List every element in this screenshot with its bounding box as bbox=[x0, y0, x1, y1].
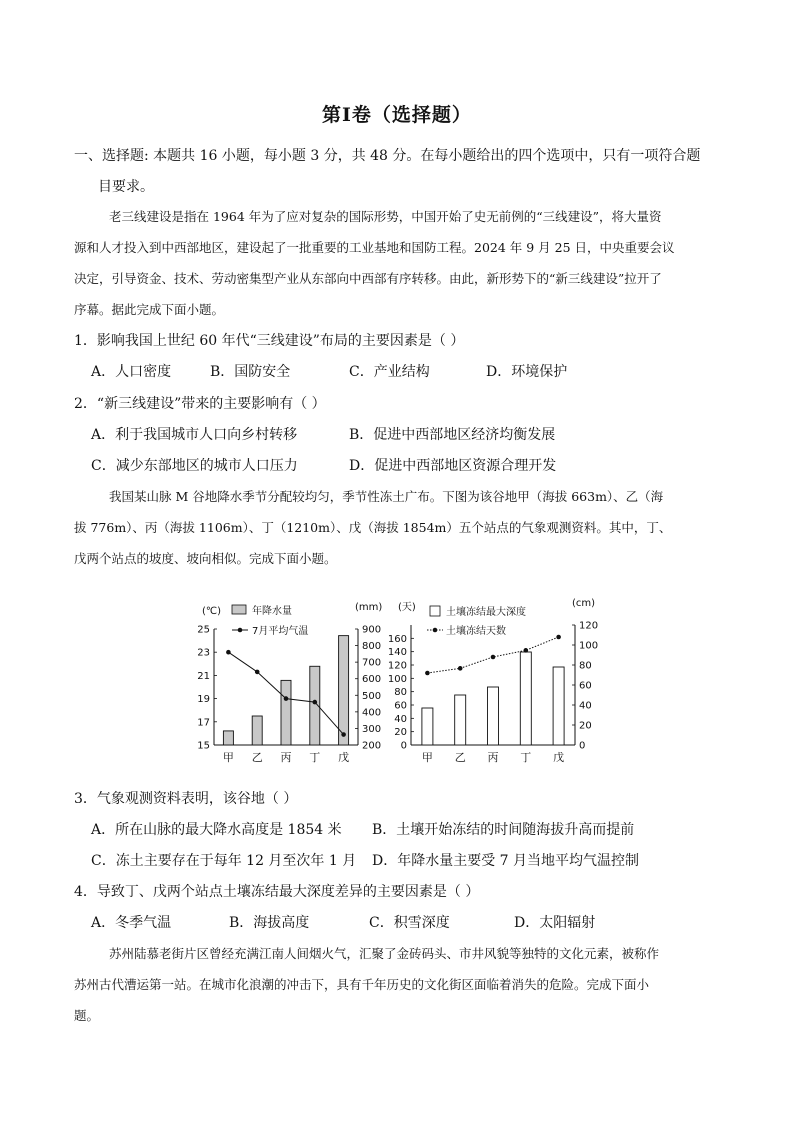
chart1-left-tick-label: 23 bbox=[197, 647, 210, 659]
passage3-line: 苏州陆慕老街片区曾经充满江南人间烟火气，汇聚了金砖码头、市井风貌等独特的文化元素，被称作 bbox=[109, 946, 660, 961]
chart2-right-tick-label: 40 bbox=[579, 700, 592, 712]
chart2-category-label: 甲 bbox=[421, 751, 433, 764]
page-title: 第Ⅰ卷（选择题） bbox=[322, 104, 472, 126]
q4-option-b[interactable]: B．海拔高度 bbox=[229, 915, 310, 931]
chart2-left-tick-label: 0 bbox=[400, 740, 407, 752]
chart1-bar bbox=[281, 680, 291, 745]
chart1-right-tick-label: 500 bbox=[362, 690, 382, 702]
chart1-right-tick-label: 800 bbox=[362, 641, 382, 653]
q1-option-c[interactable]: C．产业结构 bbox=[349, 364, 430, 380]
chart2-left-unit: (天) bbox=[398, 602, 416, 613]
passage3-line: 题。 bbox=[74, 1008, 100, 1023]
chart1-category-label: 甲 bbox=[222, 751, 234, 764]
chart2-right-tick-label: 0 bbox=[579, 740, 586, 752]
chart1-category-label: 丁 bbox=[309, 751, 321, 764]
chart1-left-tick-label: 25 bbox=[197, 624, 210, 636]
chart1-line-point bbox=[284, 696, 289, 701]
question-2-stem: 2．“新三线建设”带来的主要影响有（ ） bbox=[74, 396, 326, 412]
chart1-line-point bbox=[341, 732, 346, 737]
q2-option-d[interactable]: D．促进中西部地区资源合理开发 bbox=[349, 458, 557, 474]
chart2-line-point bbox=[458, 666, 463, 671]
chart1-right-tick-label: 200 bbox=[362, 740, 382, 752]
chart2-left-tick-label: 20 bbox=[394, 727, 407, 739]
chart2-right-tick-label: 80 bbox=[579, 660, 592, 672]
q2-option-a[interactable]: A．利于我国城市人口向乡村转移 bbox=[91, 427, 298, 443]
chart1-left-tick-label: 15 bbox=[197, 740, 210, 752]
chart1-bar bbox=[339, 636, 349, 745]
chart1-legend-line-label: 7月平均气温 bbox=[252, 626, 309, 637]
chart2-category-label: 丙 bbox=[487, 751, 499, 764]
q1-option-a[interactable]: A．人口密度 bbox=[91, 364, 172, 380]
chart1-left-unit: (℃) bbox=[202, 606, 222, 617]
passage1-line: 源和人才投入到中西部地区，建设起了一批重要的工业基地和国防工程。2024 年 9 月 25 日，中央重要会议 bbox=[74, 240, 675, 255]
chart1-bar bbox=[252, 716, 262, 745]
q3-option-d[interactable]: D．年降水量主要受 7 月当地平均气温控制 bbox=[372, 853, 640, 869]
chart-frozen-soil bbox=[388, 598, 598, 764]
passage1-line: 老三线建设是指在 1964 年为了应对复杂的国际形势，中国开始了史无前例的“三线建设”，将大量资 bbox=[109, 209, 662, 224]
chart1-line-point bbox=[255, 670, 260, 675]
q4-option-a[interactable]: A．冬季气温 bbox=[91, 915, 172, 931]
chart1-right-tick-label: 700 bbox=[362, 657, 382, 669]
chart2-left-tick-label: 80 bbox=[394, 687, 407, 699]
chart1-category-label: 丙 bbox=[280, 751, 292, 764]
chart2-line-point bbox=[556, 635, 561, 640]
chart1-right-tick-label: 600 bbox=[362, 674, 382, 686]
chart2-legend-bar-label: 土壤冻结最大深度 bbox=[446, 607, 526, 618]
question-3-stem: 3．气象观测资料表明，该谷地（ ） bbox=[74, 791, 298, 807]
chart2-left-tick-label: 100 bbox=[387, 673, 407, 685]
chart2-line-point bbox=[524, 648, 529, 653]
chart1-bar bbox=[223, 731, 233, 745]
chart1-right-tick-label: 400 bbox=[362, 707, 382, 719]
chart2-right-tick-label: 20 bbox=[579, 720, 592, 732]
chart1-line-point bbox=[226, 650, 231, 655]
chart2-right-tick-label: 120 bbox=[579, 620, 599, 632]
chart2-bar bbox=[488, 687, 499, 745]
chart1-left-tick-label: 17 bbox=[197, 717, 210, 729]
chart2-category-label: 丁 bbox=[520, 751, 532, 764]
chart2-bar bbox=[553, 667, 564, 745]
chart1-right-tick-label: 900 bbox=[362, 624, 382, 636]
question-4-stem: 4．导致丁、戊两个站点土壤冻结最大深度差异的主要因素是（ ） bbox=[74, 884, 480, 900]
passage1-line: 决定，引导资金、技术、劳动密集型产业从东部向中西部有序转移。由此，新形势下的“新三线建设”拉开了 bbox=[74, 271, 662, 286]
q4-option-d[interactable]: D．太阳辐射 bbox=[514, 915, 596, 931]
chart2-bar bbox=[422, 708, 433, 745]
chart2-left-tick-label: 60 bbox=[394, 700, 407, 712]
chart1-category-label: 戊 bbox=[338, 751, 350, 764]
chart2-line-point bbox=[425, 671, 430, 676]
q4-option-c[interactable]: C．积雪深度 bbox=[369, 915, 450, 931]
passage3-line: 苏州古代漕运第一站。在城市化浪潮的冲击下，具有千年历史的文化街区面临着消失的危险。完成下面小 bbox=[74, 977, 650, 992]
chart2-left-tick-label: 120 bbox=[387, 660, 407, 672]
chart2-left-tick-label: 140 bbox=[387, 647, 407, 659]
q1-option-d[interactable]: D．环境保护 bbox=[486, 364, 568, 380]
chart2-left-tick-label: 160 bbox=[387, 633, 407, 645]
climate-charts bbox=[190, 592, 600, 774]
q3-option-c[interactable]: C．冻土主要存在于每年 12 月至次年 1 月 bbox=[91, 853, 357, 869]
chart2-right-tick-label: 100 bbox=[579, 640, 599, 652]
chart1-category-label: 乙 bbox=[251, 751, 263, 764]
chart-temperature-precipitation bbox=[197, 602, 382, 764]
chart2-right-tick-label: 60 bbox=[579, 680, 592, 692]
chart1-right-unit: (mm) bbox=[355, 602, 383, 613]
chart1-legend-bar-swatch bbox=[232, 605, 246, 614]
section-heading-line1: 一、选择题: 本题共 16 小题，每小题 3 分，共 48 分。在每小题给出的四个选项中，只有一项符合题 bbox=[74, 148, 701, 164]
chart1-line-point bbox=[313, 700, 318, 705]
chart1-left-tick-label: 21 bbox=[197, 670, 210, 682]
q2-option-c[interactable]: C．减少东部地区的城市人口压力 bbox=[91, 458, 298, 474]
chart2-legend-line-label: 土壤冻结天数 bbox=[446, 626, 506, 637]
chart2-bar bbox=[455, 695, 466, 745]
q3-option-a[interactable]: A．所在山脉的最大降水高度是 1854 米 bbox=[91, 822, 342, 838]
passage2-line: 拔 776m）、丙（海拔 1106m）、丁（1210m）、戊（海拔 1854m）五个站点的气象观测资料。其中，丁、 bbox=[74, 520, 672, 535]
chart2-line-point bbox=[491, 655, 496, 660]
passage1-line: 序幕。据此完成下面小题。 bbox=[74, 302, 225, 317]
chart2-legend-line-marker bbox=[433, 628, 438, 633]
q2-option-b[interactable]: B．促进中西部地区经济均衡发展 bbox=[349, 427, 556, 443]
chart1-legend-bar-label: 年降水量 bbox=[252, 606, 292, 617]
q3-option-b[interactable]: B．土壤开始冻结的时间随海拔升高而提前 bbox=[372, 822, 635, 838]
chart2-bar bbox=[520, 652, 531, 745]
passage2-line: 戊两个站点的坡度、坡向相似。完成下面小题。 bbox=[74, 551, 337, 566]
chart2-legend-bar-swatch bbox=[430, 606, 440, 616]
chart2-right-unit: (cm) bbox=[572, 598, 596, 609]
chart1-left-tick-label: 19 bbox=[197, 694, 210, 706]
chart1-legend-line-marker bbox=[238, 628, 243, 633]
question-1-stem: 1．影响我国上世纪 60 年代“三线建设”布局的主要因素是（ ） bbox=[74, 333, 465, 349]
chart2-category-label: 乙 bbox=[454, 751, 466, 764]
chart2-left-tick-label: 40 bbox=[394, 713, 407, 725]
q1-option-b[interactable]: B．国防安全 bbox=[210, 364, 291, 380]
chart1-right-tick-label: 300 bbox=[362, 723, 382, 735]
chart2-category-label: 戊 bbox=[553, 751, 565, 764]
section-heading-line2: 目要求。 bbox=[98, 179, 154, 195]
passage2-line: 我国某山脉 M 谷地降水季节分配较均匀，季节性冻土广布。下图为该谷地甲（海拔 663m）、乙（海 bbox=[109, 489, 664, 504]
